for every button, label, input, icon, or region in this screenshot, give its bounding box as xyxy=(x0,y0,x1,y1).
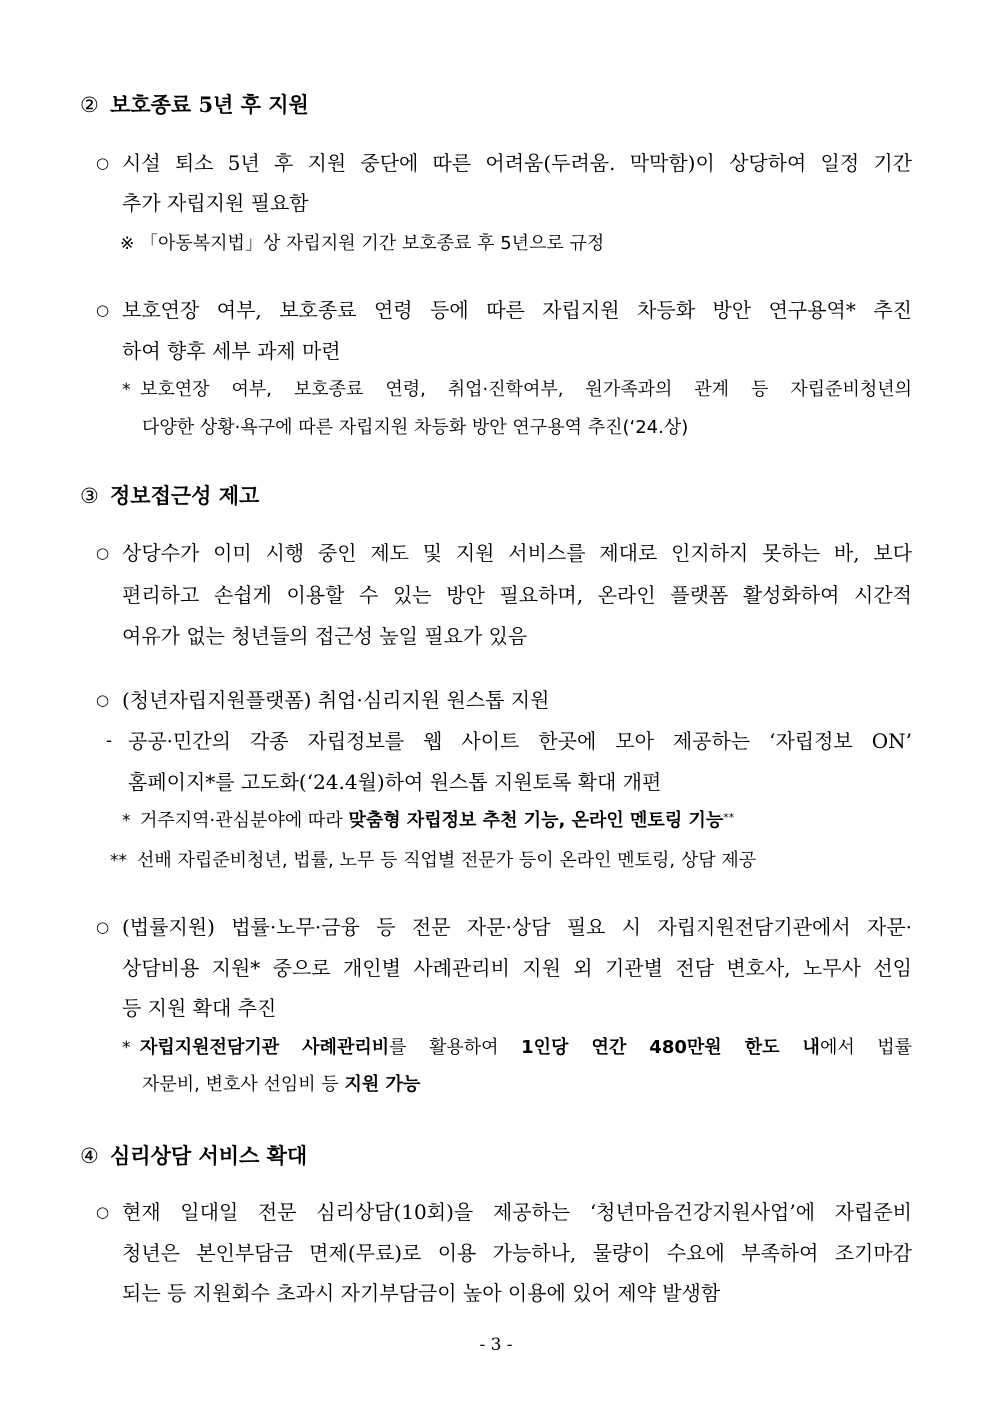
section-title: 심리상담 서비스 확대 xyxy=(110,1143,308,1168)
footnote-plain: 에서 법률 xyxy=(819,1037,913,1058)
double-asterisk-icon: ** xyxy=(110,851,127,871)
bullet-text-line: 상담비용 지원* 중으로 개인별 사례관리비 지원 외 기관별 전담 변호사, 노무사 선임 xyxy=(122,956,912,980)
bullet-text-line: (청년자립지원플랫폼) 취업·심리지원 원스톱 지원 xyxy=(122,688,550,712)
bullet-text-line: 시설 퇴소 5년 후 지원 중단에 따른 어려움(두려움. 막막함)이 상당하여 일정 기간 xyxy=(122,151,912,175)
section-title: 보호종료 5년 후 지원 xyxy=(110,92,309,117)
sub-item-text-line: 공공·민간의 각종 자립정보를 웹 사이트 한곳에 모아 제공하는 ‘자립정보 ON’ xyxy=(128,729,912,753)
bullet-text-line: 추가 자립지원 필요함 xyxy=(122,191,309,215)
bullet-text-line: 하여 향후 세부 과제 마련 xyxy=(122,339,341,363)
footnote-plain: 를 활용하여 xyxy=(389,1037,522,1058)
page-number: - 3 - xyxy=(479,1335,513,1355)
section-number: ④ xyxy=(80,1144,99,1168)
asterisk-icon: * xyxy=(122,1038,131,1058)
footnote-sup: ** xyxy=(723,811,735,824)
section-number: ③ xyxy=(80,484,99,508)
bullet-text-line: 청년은 본인부담금 면제(무료)로 이용 가능하나, 물량이 수요에 부족하여 조기마감 xyxy=(122,1241,912,1265)
sub-item-text-line: 홈페이지*를 고도화(‘24.4월)하여 원스톱 지원토록 확대 개편 xyxy=(128,770,662,794)
bullet-circle-icon: ○ xyxy=(96,1203,110,1221)
footnote-text: 다양한 상황·욕구에 따른 자립지원 차등화 방안 연구용역 추진(‘24.상) xyxy=(142,417,689,438)
section-heading-2 xyxy=(80,90,309,120)
section-title: 정보접근성 제고 xyxy=(110,483,260,508)
footnote-plain: 자문비, 변호사 선임비 등 xyxy=(142,1074,345,1095)
bullet-text-line: 되는 등 지원회수 초과시 자기부담금이 높아 이용에 있어 제약 발생함 xyxy=(122,1281,721,1305)
footnote-text xyxy=(140,806,734,836)
bullet-text-line: 편리하고 손쉽게 이용할 수 있는 방안 필요하며, 온라인 플랫폼 활성화하여 시간적 xyxy=(122,583,912,607)
footnote-text: 보호연장 여부, 보호종료 연령, 취업·진학여부, 원가족과의 관계 등 자립준비청년의 xyxy=(140,379,912,400)
footnote-text: 「아동복지법」상 자립지원 기간 보호종료 후 5년으로 규정 xyxy=(140,233,605,254)
asterisk-icon: * xyxy=(122,811,131,831)
section-heading-3 xyxy=(80,481,259,511)
bullet-circle-icon: ○ xyxy=(96,691,110,709)
section-heading-4 xyxy=(80,1141,307,1171)
section-number: ② xyxy=(80,93,99,117)
footnote-text: 선배 자립준비청년, 법률, 노무 등 직업별 전문가 등이 온라인 멘토링, 상담 제공 xyxy=(137,850,757,871)
bullet-circle-icon: ○ xyxy=(96,154,110,172)
bullet-circle-icon: ○ xyxy=(96,544,110,562)
bullet-circle-icon: ○ xyxy=(96,918,110,936)
bullet-text-line: 여유가 없는 청년들의 접근성 높일 필요가 있음 xyxy=(122,624,528,648)
bullet-text-line: 상당수가 이미 시행 중인 제도 및 지원 서비스를 제대로 인지하지 못하는 바, 보다 xyxy=(122,541,912,565)
footnote-bold: 1인당 연간 480만원 한도 내 xyxy=(521,1037,820,1058)
asterisk-icon: * xyxy=(122,380,131,400)
bullet-text-line: 현재 일대일 전문 심리상담(10회)을 제공하는 ‘청년마음건강지원사업’에 자립준비 xyxy=(122,1200,912,1224)
footnote-text xyxy=(142,1070,420,1100)
bullet-circle-icon: ○ xyxy=(96,301,110,319)
dash-icon: - xyxy=(106,731,113,751)
footnote-text xyxy=(140,1033,912,1063)
reference-mark-icon: ※ xyxy=(120,234,135,254)
footnote-bold: 맞춤형 자립정보 추천 기능, 온라인 멘토링 기능 xyxy=(348,810,724,831)
bullet-text-line: 보호연장 여부, 보호종료 연령 등에 따른 자립지원 차등화 방안 연구용역* 추진 xyxy=(122,298,912,322)
bullet-text-line: 등 지원 확대 추진 xyxy=(122,996,277,1020)
footnote-plain: 거주지역·관심분야에 따라 xyxy=(140,810,349,831)
bullet-text-line: (법률지원) 법률·노무·금융 등 전문 자문·상담 필요 시 자립지원전담기관에서 자문· xyxy=(122,915,912,939)
footnote-bold: 지원 가능 xyxy=(344,1074,421,1095)
footnote-bold: 자립지원전담기관 사례관리비 xyxy=(140,1037,390,1058)
